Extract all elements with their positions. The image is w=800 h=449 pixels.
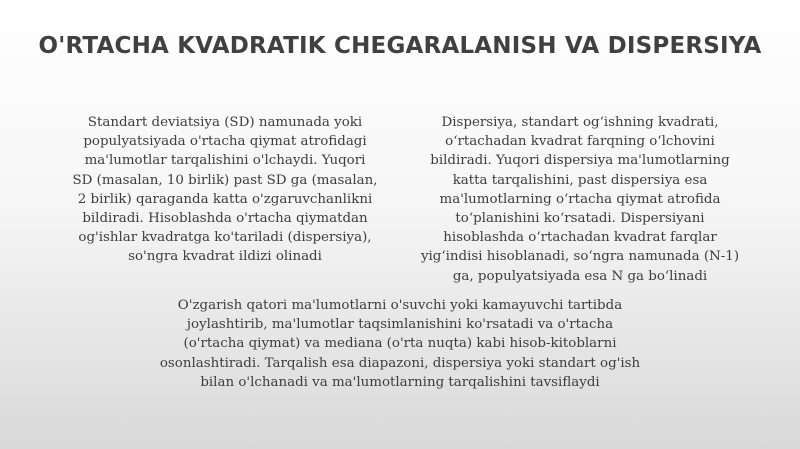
text-line: o‘rtachadan kvadrat farqning o‘lchovini bbox=[445, 134, 715, 150]
variation-series-paragraph bbox=[110, 296, 690, 392]
slide-title: O'RTACHA KVADRATIK CHEGARALANISH VA DISPERSIYA bbox=[38, 33, 762, 59]
text-line: katta tarqalishini, past dispersiya esa bbox=[452, 172, 708, 188]
text-line: bildiradi. Hisoblashda o'rtacha qiymatdan bbox=[82, 211, 368, 227]
text-line: hisoblashda o‘rtachadan kvadrat farqlar bbox=[443, 230, 717, 246]
text-line: 2 birlik) qaraganda katta o'zgaruvchanlikni bbox=[77, 191, 373, 207]
sd-paragraph bbox=[40, 113, 410, 267]
text-line: ga, populyatsiyada esa N ga bo‘linadi bbox=[452, 268, 708, 284]
text-line: ma'lumotlarning o‘rtacha qiymat atrofida bbox=[439, 191, 721, 207]
text-line: so'ngra kvadrat ildizi olinadi bbox=[128, 249, 322, 265]
text-line: O'zgarish qatori ma'lumotlarni o'suvchi yoki kamayuvchi tartibda bbox=[177, 298, 623, 313]
text-line: Standart deviatsiya (SD) namunada yoki bbox=[87, 115, 363, 130]
text-line: ma'lumotlar tarqalishini o'lchaydi. Yuqori bbox=[84, 153, 366, 169]
text-line: osonlashtiradi. Tarqalish esa diapazoni, dispersiya yoki standart og'ish bbox=[159, 355, 641, 371]
text-line: joylashtirib, ma'lumotlar taqsimlanishini ko'rsatadi va o'rtacha bbox=[186, 317, 614, 333]
text-line: populyatsiyada o'rtacha qiymat atrofidagi bbox=[83, 134, 367, 150]
text-line: bildiradi. Yuqori dispersiya ma'lumotlarning bbox=[430, 153, 730, 169]
text-line: yig‘indisi hisoblanadi, so‘ngra namunada (N-1) bbox=[420, 249, 740, 265]
text-line: SD (masalan, 10 birlik) past SD ga (masalan, bbox=[72, 172, 378, 188]
dispersion-paragraph bbox=[395, 113, 765, 286]
text-line: (o'rtacha qiymat) va mediana (o'rta nuqta) kabi hisob-kitoblarni bbox=[183, 336, 617, 352]
text-line: og'ishlar kvadratga ko'tariladi (dispersiya), bbox=[78, 230, 372, 246]
text-line: Dispersiya, standart og‘ishning kvadrati, bbox=[441, 115, 719, 130]
text-line: bilan o'lchanadi va ma'lumotlarning tarqalishini tavsiflaydi bbox=[200, 374, 600, 390]
text-line: to‘planishini ko‘rsatadi. Dispersiyani bbox=[455, 211, 705, 227]
